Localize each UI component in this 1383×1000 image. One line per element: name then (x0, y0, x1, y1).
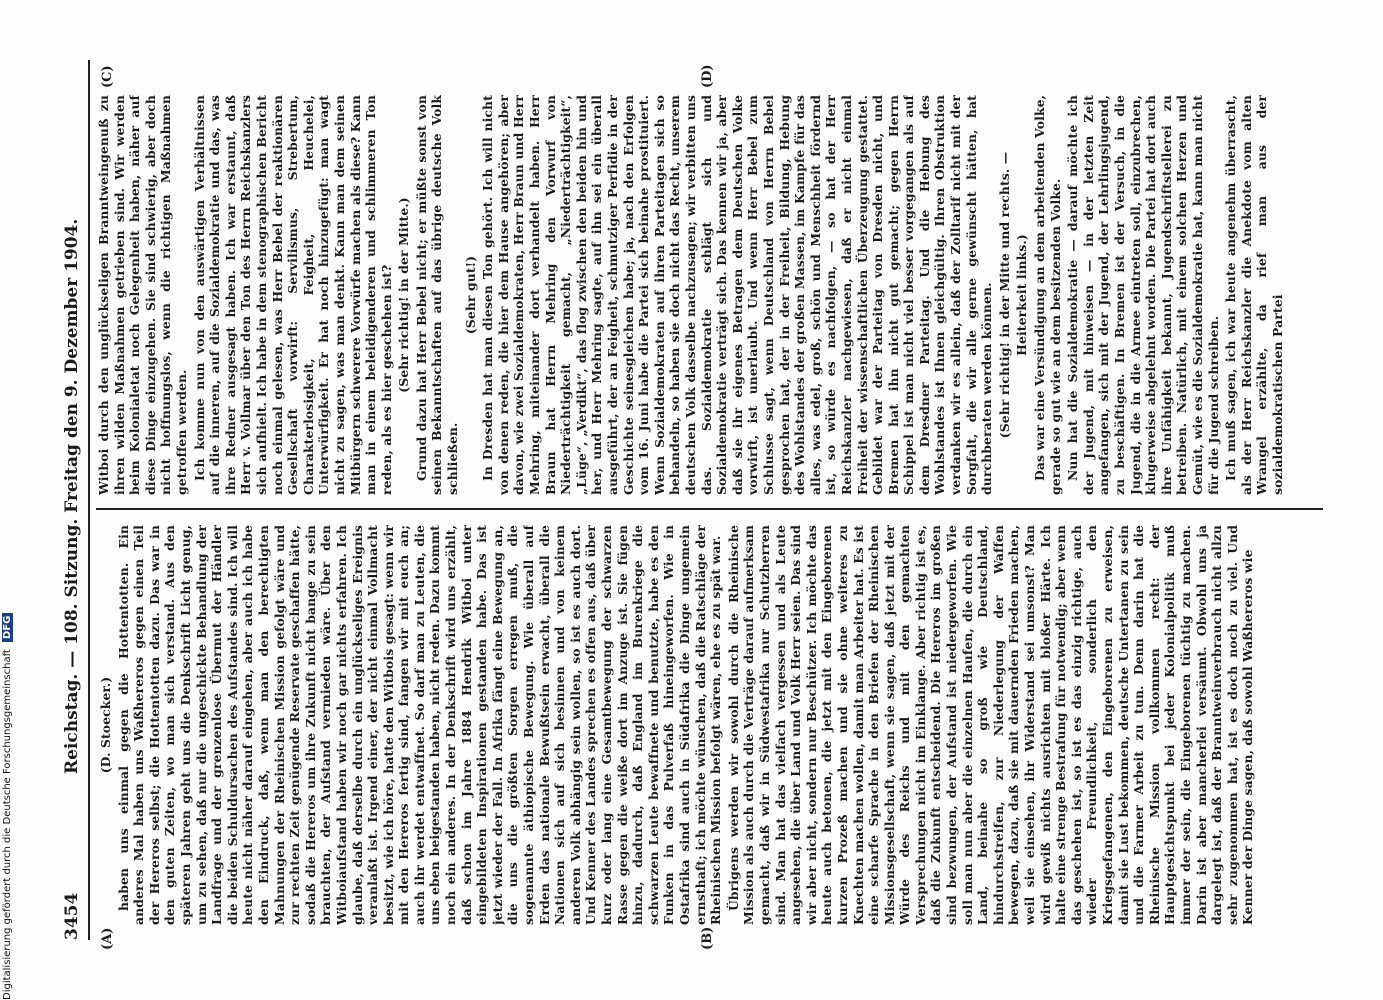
margin-mark-a: (A) (100, 927, 115, 950)
margin-mark-c: (C) (100, 65, 115, 88)
paragraph: Das war eine Versündigung an dem arbeitenden Volke, gerade so gut wie an dem besitzenden Volke. (1032, 95, 1063, 495)
paragraph: Übrigens werden wir sowohl durch die Rheinische Mission als auch durch die Verträge darauf aufmerksam gemacht, daß wir in Südwestafrika nur Schutzherren sind. Man hat das vielfach vergessen und als Leute angesehen, die über Land und Volk Herr seien. Das sind wir aber nicht, sondern nur Beschützer. Ich möchte das heute auch betonen, die jetzt mit den Eingeborenen kurzen Prozeß machen und sie ohne weiteres zu Knechten machen wollen, damit man Arbeiter hat. Es ist eine scharfe Sprache in den Briefen der Rheinischen Missionsgesellschaft, wenn sie sagen, daß jetzt mit der Würde des Reichs und mit den gemachten Versprechungen nicht im Einklange. Aber richtig ist es, daß die Zukunft entscheidend. Die Hereros im großen sind bezwungen, der Aufstand ist niedergeworfen. Wie soll man nun aber die einzelnen Haufen, die durch ein Land, beinahe so groß wie Deutschland, hindurchstreifen, zur Niederlegung der Waffen bewegen, dazu, daß sie mit dauernden Frieden machen, weil sie einsehen, ihr Widerstand sei umsonst? Man wird gewiß nichts ausrichten mit bloßer Härte. Ich halte eine strenge Bestrafung für notwendig; aber wenn das geschehen ist, so ist es das einzig richtige, auch wieder Freundlichkeit, sonderlich den Kriegsgefangenen, den Eingeborenen zu erweisen, damit sie Lust bekommen, deutsche Untertanen zu sein und die Farmer Arbeit zu tun. Denn darin hat die Rheinische Mission vollkommen recht: der Hauptgesichtspunkt bei jeder Kolonialpolitik muß immer der sein, die Eingeborenen tüchtig zu machen. Darin ist aber mancherlei versäumt. Obwohl uns ja dargelegt ist, daß der Branntweinverbrauch nicht allzu sehr zugenommen hat, ist es doch noch zu viel. Und Kenner der Dinge sagen, daß sowohl Waßhereros wie (725, 525, 1256, 925)
paragraph: Nun hat die Sozialdemokratie — darauf möchte ich der Jugend, mit hinweisen — in der letzten Zeit angefangen, sich mit der Jugend, der Lehrlingsjugend, zu beschäftigen. In Bremen ist der Versuch, in die Jugend, die in die Armee eintreten soll, einzubrechen, klugerweise abgelehnt worden. Die Partei hat dort auch ihre Unfähigkeit bekannt, Jugendschriftstellerei zu betreiben. Natürlich, mit einem solchen Herzen und Gemüt, wie es die Sozialdemokratie hat, kann man nicht für die Jugend schreiben. (1065, 95, 1221, 495)
digitization-credit (2, 600, 13, 1000)
page-number: 3454 (62, 892, 82, 940)
interjection: (Sehr gut!) (462, 255, 478, 335)
column-divider (96, 508, 1323, 510)
paragraph: In Dresden hat man diesen Ton gehört. Ich will nicht von denen reden, die hier dem Hause angehören; aber davon, wie zwei Sozialdemokraten, Herr Braun und Herr Mehring, miteinander dort verhandelt haben. Herr Braun hat Herrn Mehring den Vorwurf von Niederträchtigkeit gemacht, „Niederträchtigkeit“, „Lüge“, „Verdikt“, das flog zwischen den beiden hin und her, und Herr Mehring sagte, auf ihn sei ein überall ausgeführt, der an Feigheit, schmutziger Perfidie in der Geschichte seinesgleichen habe; ja, nach den Erfolgen vom 16. Juni habe die Partei sich beinahe prostituiert. Wenn Sozialdemokraten auf ihren Parteitagen sich so behandeln, so haben sie doch nicht das Recht, unserem deutschen Volk dasselbe nachzusagen; wir verbitten uns das. Sozialdemokratie schlägt sich und Sozialdemokratie verträgt sich. Das kennen wir ja, aber daß sie ihr eigenes Betragen dem Deutschen Volke vorwirft, ist unerlaubt. Und wenn Herr Bebel zum Schlusse sagt, wenn Deutschland von Herrn Bebel gesprochen hat, der in der Freiheit, Bildung, Hebung des Wohlstandes der großen Massen, im Kampfe für das alles, was edel, groß, schön und Menschheit fördernd ist, so würde es nachfolgen, — so hat der Herr Reichskanzler nachgewiesen, daß er nicht einmal Freiheit der wissenschaftlichen Überzeugung gestattet. Gebildet war der Parteitag von Dresden nicht, und Bremen hat ihn nicht gut gemacht; gegen Herrn Schippel ist man nicht viel besser vorgegangen als auf dem Dresdner Parteitag. Und die Hebung des Wohlstandes ist Ihnen gleichgültig. Ihren Obstruktion verdanken wir es allein, daß der Zolltarif nicht mit der Sorgfalt, die wir alle gerne gewünscht hätten, hat durchberaten werden können. (480, 95, 995, 495)
paragraph: Witboi durch den unglückseligen Branntweingenuß zu ihren wilden Maßnahmen getrieben sind. Wir werden beim Kolonialetat noch Gelegenheit haben, näher auf diese Dinge einzugehen. Sie sind schwierig, aber doch nicht hoffnungslos, wenn die richtigen Maßnahmen getroffen werden. (96, 95, 189, 495)
credit-text: Digitalisierung gefördert durch die Deutsche Forschungsgemeinschaft (2, 649, 13, 1000)
paragraph: Ich muß sagen, ich war heute angenehm überrascht, als der Herr Reichskanzler die Anekdote vom alten Wrangel erzählte, da rief man aus der sozialdemokratischen Partei (1223, 95, 1285, 495)
paragraph: Ich komme nun von den auswärtigen Verhältnissen auf die inneren, auf die Sozialdemokratie und das, was ihre Redner ausgesagt haben. Ich war erstaunt, daß Herr v. Vollmar über den Ton des Herrn Reichskanzlers sich aufhielt. Ich habe in dem stenographischen Bericht noch einmal gelesen, was Herr Bebel der reaktionären Gesellschaft vorwirft: Servilismus, Strebertum, Charakterlosigkeit, Feigheit, Heuchelei, Unterwürfigkeit. Er hat noch hinzugefügt: man wagt nicht zu sagen, was man denkt. Kann man dem seinen Mitbürgern schwerere Vorwürfe machen als diese? Kann man in einem beleidigenderen und schlimmeren Ton reden, als es hier geschehen ist? (191, 95, 394, 495)
page-header (60, 60, 84, 940)
paragraph: Grund dazu hat Herr Bebel nicht; er müßte sonst von seinen Bekanntschaften auf das übrige deutsche Volk schließen. (413, 95, 461, 495)
margin-mark-b: (B) (700, 926, 715, 950)
header-rule (88, 60, 90, 940)
dfg-logo: DFG (2, 613, 13, 642)
interjection: (Sehr richtig! in der Mitte.) (396, 197, 412, 393)
paragraph: haben uns einmal gegen die Hottentotten. Ein anderes Mal haben uns Waßhereros gegen einen Teil der Hereros selbst; die Hottentotten dazu. Das war in den guten Zeiten, wo man sich verstand. Aus den späteren Jahren geht uns die Denkschrift Licht genug, um zu sehen, daß nur die ungeschickte Behandlung der Landfrage und der grenzenlose Übermut der Händler die beiden Schuldursachen des Aufstandes sind. Ich will heute nicht näher darauf eingehen, aber auch ich habe den Eindruck, daß, wenn man den berechtigten Mahnungen der Rheinischen Mission gefolgt wäre und zur rechten Zeit genügende Reservate geschaffen hätte, sodaß die Hereros um ihre Zukunft nicht bange zu sein brauchten, der Aufstand vermieden wäre. Über den Witboiaufstand haben wir noch gar nichts erfahren. Ich glaube, daß derselbe durch ein unglückseliges Ereignis veranlaßt ist. Irgend einer, der nicht einmal Vollmacht besitzt, wie ich höre, hatte den Witbois gesagt: wenn wir mit den Hereros fertig sind, fangen wir mit euch an; auch ihr werdet entwaffnet. So darf man zu Leuten, die uns eben beigestanden haben, nicht reden. Dazu kommt noch ein anderes. In der Denkschrift wird uns erzählt, daß schon im Jahre 1884 Hendrik Witboi unter eingebildeten Inspirationen gestanden habe. Das ist jetzt wieder der Fall. In Afrika fängt eine Bewegung an, die uns die größten Sorgen erregen muß, die sogenannte äthiopische Bewegung. Wie überall auf Erden das nationale Bewußtsein erwacht, überall die Nationen sich auf sich besinnen und von keinem anderen Volk abhängig sein wollen, so ist es auch dort. Und Kenner des Landes sprechen es offen aus, daß über kurz oder lang eine Gesamtbewegung der schwarzen Rasse gegen die weiße dort im Anzuge ist. Sie fügen hinzu, dadurch, daß England im Burenkriege die schwarzen Leute bewaffnete und benutzte, habe es den Funken in das Pulverfaß hineingeworfen. Wie in Ostafrika sind auch in Südafrika die Dinge ungemein ernsthaft; ich möchte wünschen, daß die Ratschläge der Rheinischen Mission befolgt wären, ehe es zu spät war. (115, 525, 724, 925)
interjection: (Sehr richtig! in der Mitte und rechts. — (996, 151, 1012, 439)
margin-mark-d: (D) (700, 64, 715, 88)
interjection: Heiterkeit links.) (1014, 234, 1030, 356)
right-column (96, 95, 1323, 495)
speaker-label: (D. Stoecker.) (98, 676, 113, 774)
header-title: Reichstag. — 108. Sitzung. Freitag den 9. Dezember 1904. (62, 218, 82, 775)
left-column (96, 525, 1323, 925)
